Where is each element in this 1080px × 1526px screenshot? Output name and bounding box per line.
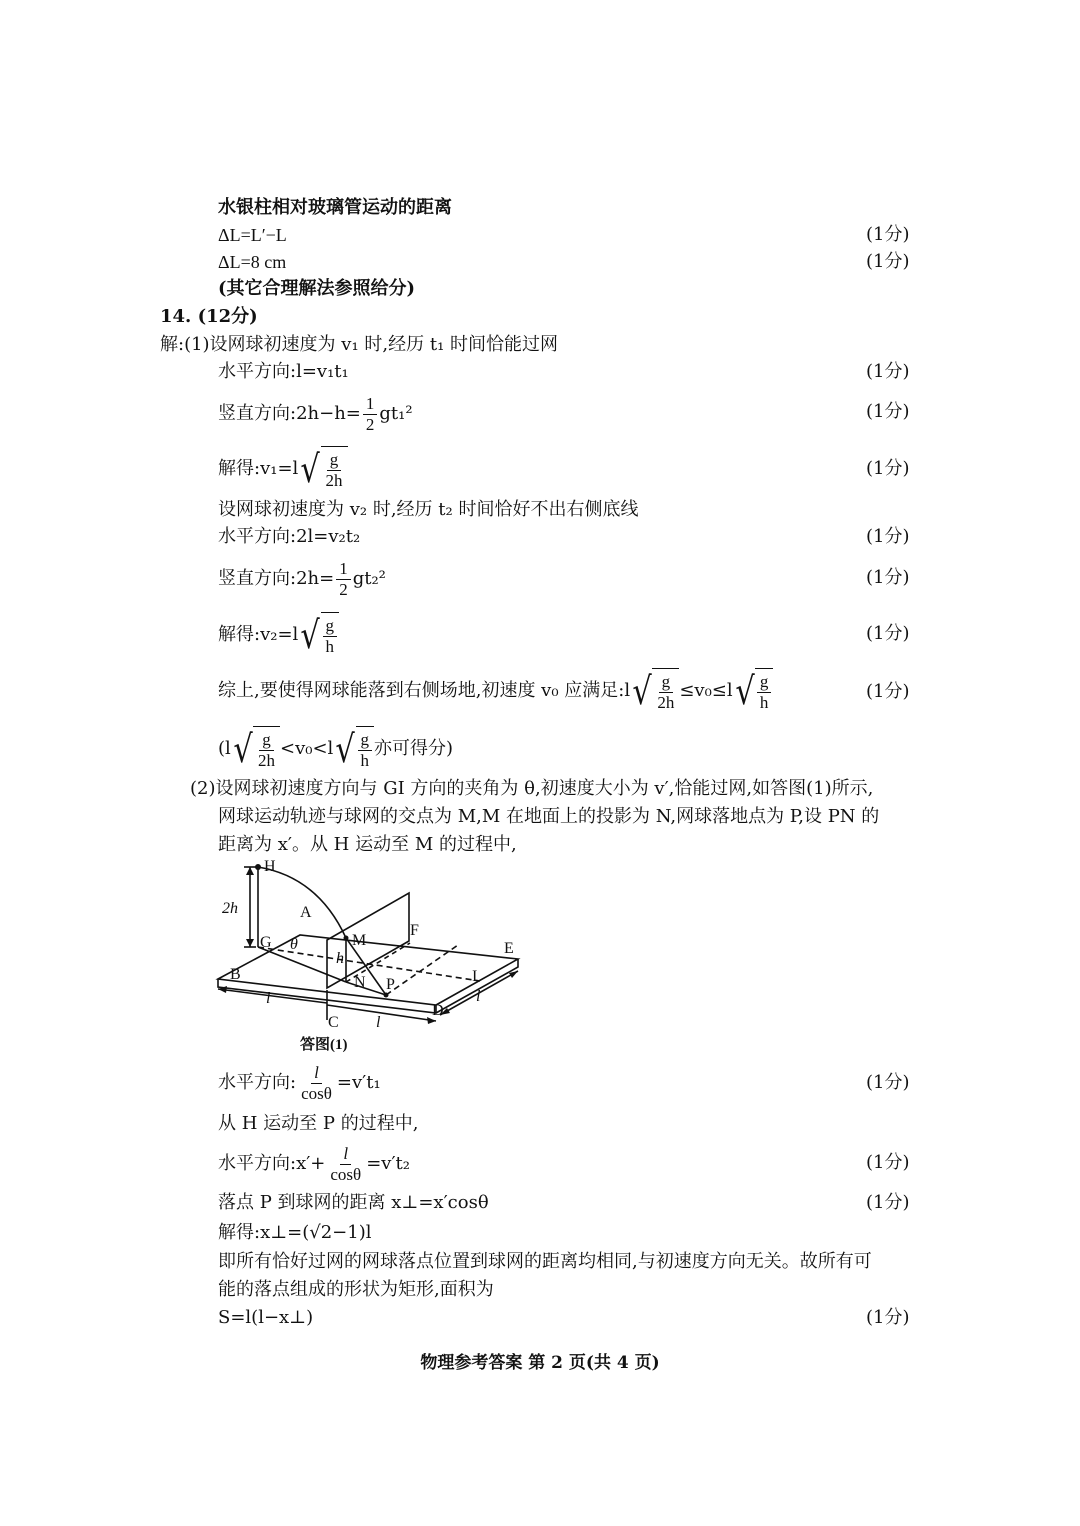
fig-label-F: F — [410, 922, 419, 939]
area-equation: S=l(l−x⊥) — [218, 1307, 314, 1328]
score-7: (1分) — [866, 567, 910, 588]
fig-label-2h: 2h — [222, 900, 238, 917]
fig-label-G: G — [260, 934, 272, 951]
mercury-distance-label: 水银柱相对玻璃管运动的距离 — [218, 197, 452, 218]
part2-line-3: 距离为 x′。从 H 运动至 M 的过程中, — [218, 834, 517, 855]
solve-1-prefix: 解得:v₁=l — [218, 458, 299, 479]
figure-caption: 答图(1) — [300, 1037, 348, 1053]
fraction-half-1: $\frac{1}{2}$ — [363, 394, 378, 435]
horizontal-4-prefix: 水平方向:x′+ — [218, 1153, 326, 1174]
score-12: (1分) — [866, 1192, 910, 1213]
alt-mid: <v₀<l — [280, 738, 334, 759]
landing-distance: 落点 P 到球网的距离 x⊥=x′cosθ — [218, 1192, 489, 1213]
vertical-1-suffix: gt₁² — [379, 403, 413, 424]
summary-mid: ≤v₀≤l — [679, 680, 733, 701]
horizontal-equation-1: 水平方向:l=v₁t₁ — [218, 361, 349, 382]
score-6: (1分) — [866, 526, 910, 547]
score-8: (1分) — [866, 623, 910, 644]
fig-label-H: H — [264, 858, 276, 875]
fig-label-M: M — [352, 932, 367, 949]
fraction-l-over-cos-2: $\frac{l}{\cos\theta}$ — [330, 1143, 362, 1184]
vertical-2-prefix: 竖直方向:2h= — [218, 568, 335, 589]
horizontal-3-suffix: =v′t₁ — [336, 1072, 381, 1093]
summary-prefix: 综上,要使得网球能落到右侧场地,初速度 v₀ 应满足:l — [218, 680, 631, 701]
sqrt-g-over-h-2: √ $\frac{g}{h}$ — [733, 668, 774, 714]
part1-second: 设网球初速度为 v₂ 时,经历 t₂ 时间恰好不出右侧底线 — [218, 499, 639, 520]
from-h-to-p: 从 H 运动至 P 的过程中, — [218, 1113, 419, 1134]
solve-equation-2 — [218, 612, 339, 658]
score-2: (1分) — [866, 251, 910, 272]
horizontal-equation-4 — [218, 1142, 410, 1186]
solve-2-prefix: 解得:v₂=l — [218, 624, 299, 645]
fraction-half-2: $\frac{1}{2}$ — [336, 559, 351, 600]
other-methods-note: (其它合理解法参照给分) — [218, 278, 416, 299]
score-10: (1分) — [866, 1072, 910, 1093]
alt-inequality — [218, 726, 453, 772]
fig-label-theta: θ — [290, 936, 298, 953]
score-11: (1分) — [866, 1152, 910, 1173]
fraction-l-over-cos-1: $\frac{l}{\cos\theta}$ — [301, 1062, 332, 1103]
vertical-1-prefix: 竖直方向:2h−h= — [218, 403, 361, 424]
solve-equation-3: 解得:x⊥=(√2−1)l — [218, 1222, 372, 1243]
horizontal-equation-2: 水平方向:2l=v₂t₂ — [218, 526, 361, 547]
score-9: (1分) — [866, 681, 910, 702]
conclusion-line-2: 能的落点组成的形状为矩形,面积为 — [218, 1279, 494, 1300]
part2-line-2: 网球运动轨迹与球网的交点为 M,M 在地面上的投影为 N,网球落地点为 P,设 PN 的 — [218, 806, 880, 827]
fig-label-l-1: l — [266, 990, 271, 1007]
fig-label-N: N — [354, 974, 366, 991]
sqrt-g-over-2h-3: √ $\frac{g}{2h}$ — [231, 726, 280, 772]
delta-l-equation-2: ΔL=8 cm — [218, 252, 287, 272]
question-14-heading: 14. (12分) — [160, 306, 258, 327]
part1-intro: 解:(1)设网球初速度为 v₁ 时,经历 t₁ 时间恰能过网 — [160, 334, 559, 355]
horizontal-3-prefix: 水平方向: — [218, 1072, 297, 1093]
sqrt-g-over-h-3: √ $\frac{g}{h}$ — [333, 726, 374, 772]
score-1: (1分) — [866, 224, 910, 245]
horizontal-4-suffix: =v′t₂ — [366, 1153, 410, 1174]
vertical-2-suffix: gt₂² — [352, 568, 386, 589]
vertical-equation-2 — [218, 557, 386, 601]
fig-label-I: I — [472, 968, 478, 985]
fig-label-C: C — [328, 1014, 339, 1031]
summary-inequality — [218, 668, 773, 714]
conclusion-line-1: 即所有恰好过网的网球落点位置到球网的距离均相同,与初速度方向无关。故所有可 — [218, 1251, 872, 1272]
score-13: (1分) — [866, 1307, 910, 1328]
alt-prefix: (l — [218, 738, 231, 759]
sqrt-g-over-2h-2: √ $\frac{g}{2h}$ — [630, 668, 679, 714]
fig-label-P: P — [386, 976, 395, 993]
fig-label-l-3: l — [476, 988, 481, 1005]
part2-line-1: (2)设网球初速度方向与 GI 方向的夹角为 θ,初速度大小为 v′,恰能过网,如答图(1)所示, — [190, 778, 874, 799]
score-4: (1分) — [866, 401, 910, 422]
fig-label-h: h — [336, 950, 344, 967]
page-footer: 物理参考答案 第 2 页(共 4 页) — [420, 1353, 660, 1373]
alt-suffix: 亦可得分) — [374, 738, 454, 759]
score-5: (1分) — [866, 458, 910, 479]
sqrt-g-over-h-1: √ $\frac{g}{h}$ — [298, 612, 339, 658]
sqrt-g-over-2h-1: √ $\frac{g}{2h}$ — [298, 446, 347, 492]
score-3: (1分) — [866, 361, 910, 382]
horizontal-equation-3 — [218, 1061, 381, 1105]
fig-label-D: D — [432, 1002, 444, 1019]
solve-equation-1 — [218, 446, 348, 492]
vertical-equation-1 — [218, 392, 413, 436]
fig-label-A: A — [300, 904, 312, 921]
fig-label-E: E — [504, 940, 514, 957]
delta-l-equation-1: ΔL=L′−L — [218, 225, 287, 245]
fig-label-B: B — [230, 966, 241, 983]
fig-label-l-2: l — [376, 1014, 381, 1031]
tennis-court-figure — [200, 855, 530, 1060]
